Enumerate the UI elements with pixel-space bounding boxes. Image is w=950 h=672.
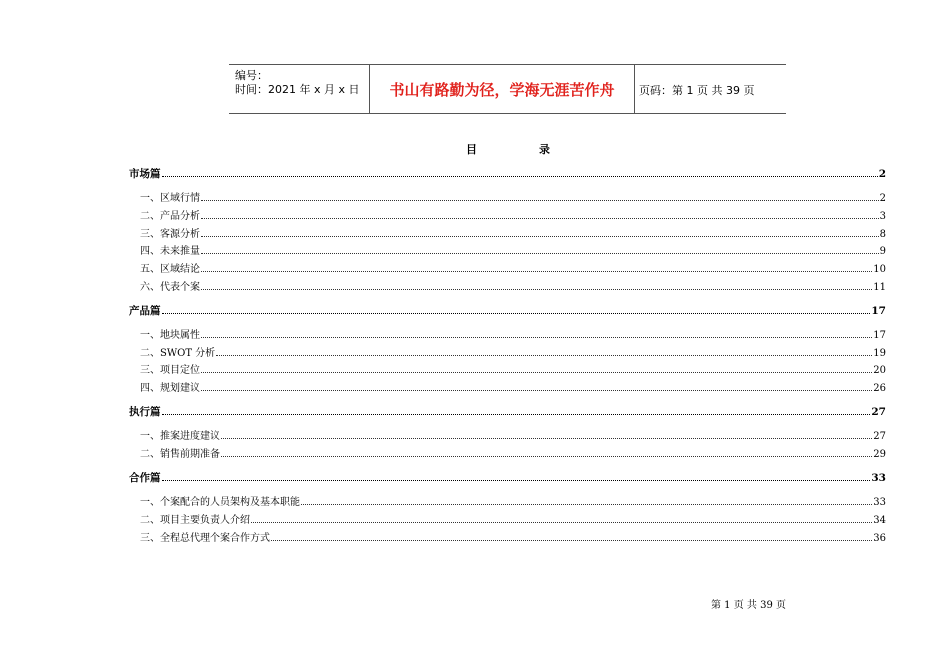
toc-section-label: 产品篇 — [129, 305, 161, 317]
leader-dots — [201, 262, 872, 272]
toc-page-number: 11 — [873, 282, 886, 293]
page-footer: 第 1 页 共 39 页 — [711, 600, 786, 611]
toc-item[interactable] — [129, 447, 886, 459]
toc-section-market[interactable] — [129, 167, 886, 179]
number-label: 编号： — [235, 69, 268, 82]
toc-item-label: 四、规划建议 — [140, 383, 200, 394]
toc-item[interactable] — [129, 363, 886, 375]
toc-page-number: 17 — [871, 305, 886, 317]
toc-item[interactable] — [129, 328, 886, 340]
toc-section-execution[interactable] — [129, 405, 886, 417]
leader-dots — [271, 531, 872, 541]
motto-text: 书山有路勤为径，学海无涯苦作舟 — [389, 81, 615, 99]
toc-section-cooperation[interactable] — [129, 471, 886, 483]
toc-item[interactable] — [129, 429, 886, 441]
toc-page-number: 29 — [873, 449, 886, 460]
toc-section-label: 执行篇 — [129, 406, 161, 418]
toc-page-number: 17 — [873, 330, 886, 341]
leader-dots — [201, 244, 879, 254]
toc-title-char-2: 录 — [539, 143, 550, 156]
leader-dots — [221, 447, 872, 457]
toc-page-number: 33 — [873, 497, 886, 508]
toc-page-number: 34 — [873, 515, 886, 526]
leader-dots — [162, 471, 871, 481]
toc-item-label: 二、SWOT 分析 — [140, 348, 216, 359]
leader-dots — [301, 495, 872, 505]
toc-item-label: 五、区域结论 — [140, 264, 200, 275]
toc-item-label: 三、项目定位 — [140, 365, 200, 376]
leader-dots — [201, 363, 872, 373]
toc-item[interactable] — [129, 227, 886, 239]
leader-dots — [221, 429, 872, 439]
toc-page-number: 27 — [871, 406, 886, 418]
toc-item-label: 二、产品分析 — [140, 211, 200, 222]
toc-title — [466, 141, 550, 157]
leader-dots — [201, 209, 879, 219]
toc-item[interactable] — [129, 244, 886, 256]
leader-dots — [162, 167, 878, 177]
leader-dots — [251, 513, 872, 523]
toc-item[interactable] — [129, 262, 886, 274]
toc-item-label: 三、客源分析 — [140, 229, 200, 240]
toc-page-number: 20 — [873, 365, 886, 376]
time-label: 时间：2021 年 x 月 x 日 — [235, 83, 360, 96]
toc-item[interactable] — [129, 513, 886, 525]
toc-page-number: 2 — [878, 168, 886, 180]
toc-item[interactable] — [129, 280, 886, 292]
toc-item-label: 四、未来推量 — [140, 246, 200, 257]
toc-page-number: 27 — [873, 431, 886, 442]
toc-section-label: 市场篇 — [129, 168, 161, 180]
header-meta-cell — [229, 65, 369, 113]
leader-dots — [201, 227, 879, 237]
leader-dots — [201, 280, 872, 290]
page-info: 页码：第 1 页 共 39 页 — [639, 84, 755, 97]
toc-item[interactable] — [129, 381, 886, 393]
toc-page-number: 26 — [873, 383, 886, 394]
toc-item-label: 二、项目主要负责人介绍 — [140, 515, 250, 526]
toc-item[interactable] — [129, 209, 886, 221]
toc-item[interactable] — [129, 191, 886, 203]
toc-page-number: 8 — [879, 229, 886, 240]
toc-page-number: 3 — [879, 211, 886, 222]
toc-section-label: 合作篇 — [129, 472, 161, 484]
toc-page-number: 36 — [873, 533, 886, 544]
header-motto-cell — [369, 65, 635, 113]
header-page-cell — [634, 65, 786, 113]
toc-page-number: 10 — [873, 264, 886, 275]
leader-dots — [201, 328, 872, 338]
toc-item-label: 六、代表个案 — [140, 282, 200, 293]
leader-dots — [162, 405, 871, 415]
toc-item-label: 一、个案配合的人员架构及基本职能 — [140, 497, 300, 508]
toc-item-label: 一、区域行情 — [140, 193, 200, 204]
toc-item-label: 三、全程总代理个案合作方式 — [140, 533, 270, 544]
toc-item-label: 二、销售前期准备 — [140, 449, 220, 460]
toc-item[interactable] — [129, 495, 886, 507]
document-header — [229, 64, 786, 114]
toc-page-number: 33 — [871, 472, 886, 484]
toc-item[interactable] — [129, 531, 886, 543]
toc-page-number: 9 — [879, 246, 886, 257]
leader-dots — [201, 191, 879, 201]
toc-item-label: 一、地块属性 — [140, 330, 200, 341]
toc-item-label: 一、推案进度建议 — [140, 431, 220, 442]
toc-section-product[interactable] — [129, 304, 886, 316]
toc-title-char-1: 目 — [466, 143, 477, 156]
toc-item[interactable] — [129, 346, 886, 358]
leader-dots — [216, 346, 872, 356]
toc-page-number: 19 — [873, 348, 886, 359]
leader-dots — [201, 381, 872, 391]
leader-dots — [162, 304, 871, 314]
toc-page-number: 2 — [879, 193, 886, 204]
